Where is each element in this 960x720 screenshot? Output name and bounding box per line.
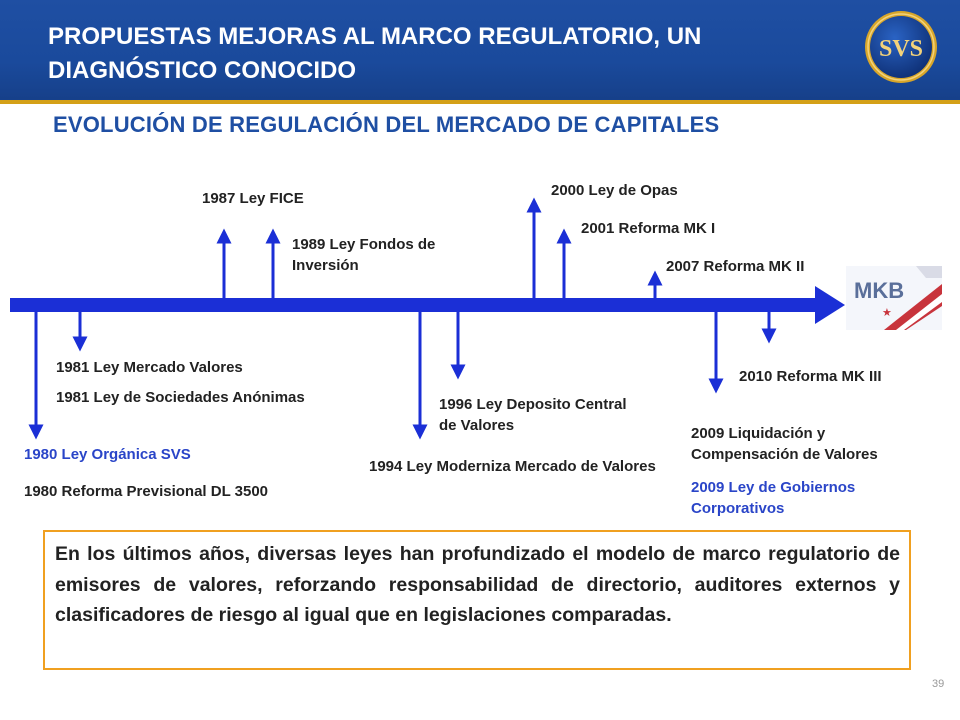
mkb-logo bbox=[846, 266, 942, 330]
event-1987-ley-fice: 1987 Ley FICE bbox=[202, 190, 304, 207]
event-2009-gobiernos-corporativos: 2009 Ley de Gobiernos Corporativos bbox=[691, 479, 856, 517]
section-subtitle: EVOLUCIÓN DE REGULACIÓN DEL MERCADO DE CAPITALES bbox=[53, 112, 720, 137]
event-1981-mercado-valores: 1981 Ley Mercado Valores bbox=[56, 359, 243, 376]
timeline-bar bbox=[10, 298, 820, 312]
event-1989-ley-fondos: 1989 Ley Fondos de Inversión bbox=[292, 236, 436, 274]
event-1980-ley-organica: 1980 Ley Orgánica SVS bbox=[24, 446, 191, 463]
timeline-arrowhead bbox=[815, 286, 845, 324]
event-2001-reforma-mk1: 2001 Reforma MK I bbox=[581, 220, 716, 237]
event-2000-ley-opas: 2000 Ley de Opas bbox=[551, 182, 678, 199]
event-2009-liquidacion: 2009 Liquidación y Compensación de Valores bbox=[691, 425, 878, 463]
event-2007-reforma-mk2: 2007 Reforma MK II bbox=[666, 258, 805, 275]
event-1996-deposito-central: 1996 Ley Deposito Central de Valores bbox=[439, 396, 627, 434]
event-1980-reforma-previsional: 1980 Reforma Previsional DL 3500 bbox=[24, 483, 269, 500]
logo-text: SVS bbox=[878, 36, 924, 62]
summary-box: En los últimos años, diversas leyes han profundizado el modelo de marco regulatorio de emisores de valores, reforzando responsabilidad de directorio, auditores externos y clasificadores de riesgo al igual que en legislaciones comparadas. bbox=[43, 530, 911, 670]
event-1994-moderniza: 1994 Ley Moderniza Mercado de Valores bbox=[369, 458, 656, 475]
page-number: 39 bbox=[932, 678, 945, 690]
svg-text:★: ★ bbox=[882, 306, 892, 319]
mkb-logo-text: MKB bbox=[854, 278, 905, 303]
event-2010-reforma-mk3: 2010 Reforma MK III bbox=[739, 368, 882, 385]
event-1981-sociedades-anonimas: 1981 Ley de Sociedades Anónimas bbox=[56, 389, 305, 406]
slide-title: PROPUESTAS MEJORAS AL MARCO REGULATORIO, UN DIAGNÓSTICO CONOCIDO bbox=[48, 23, 702, 84]
